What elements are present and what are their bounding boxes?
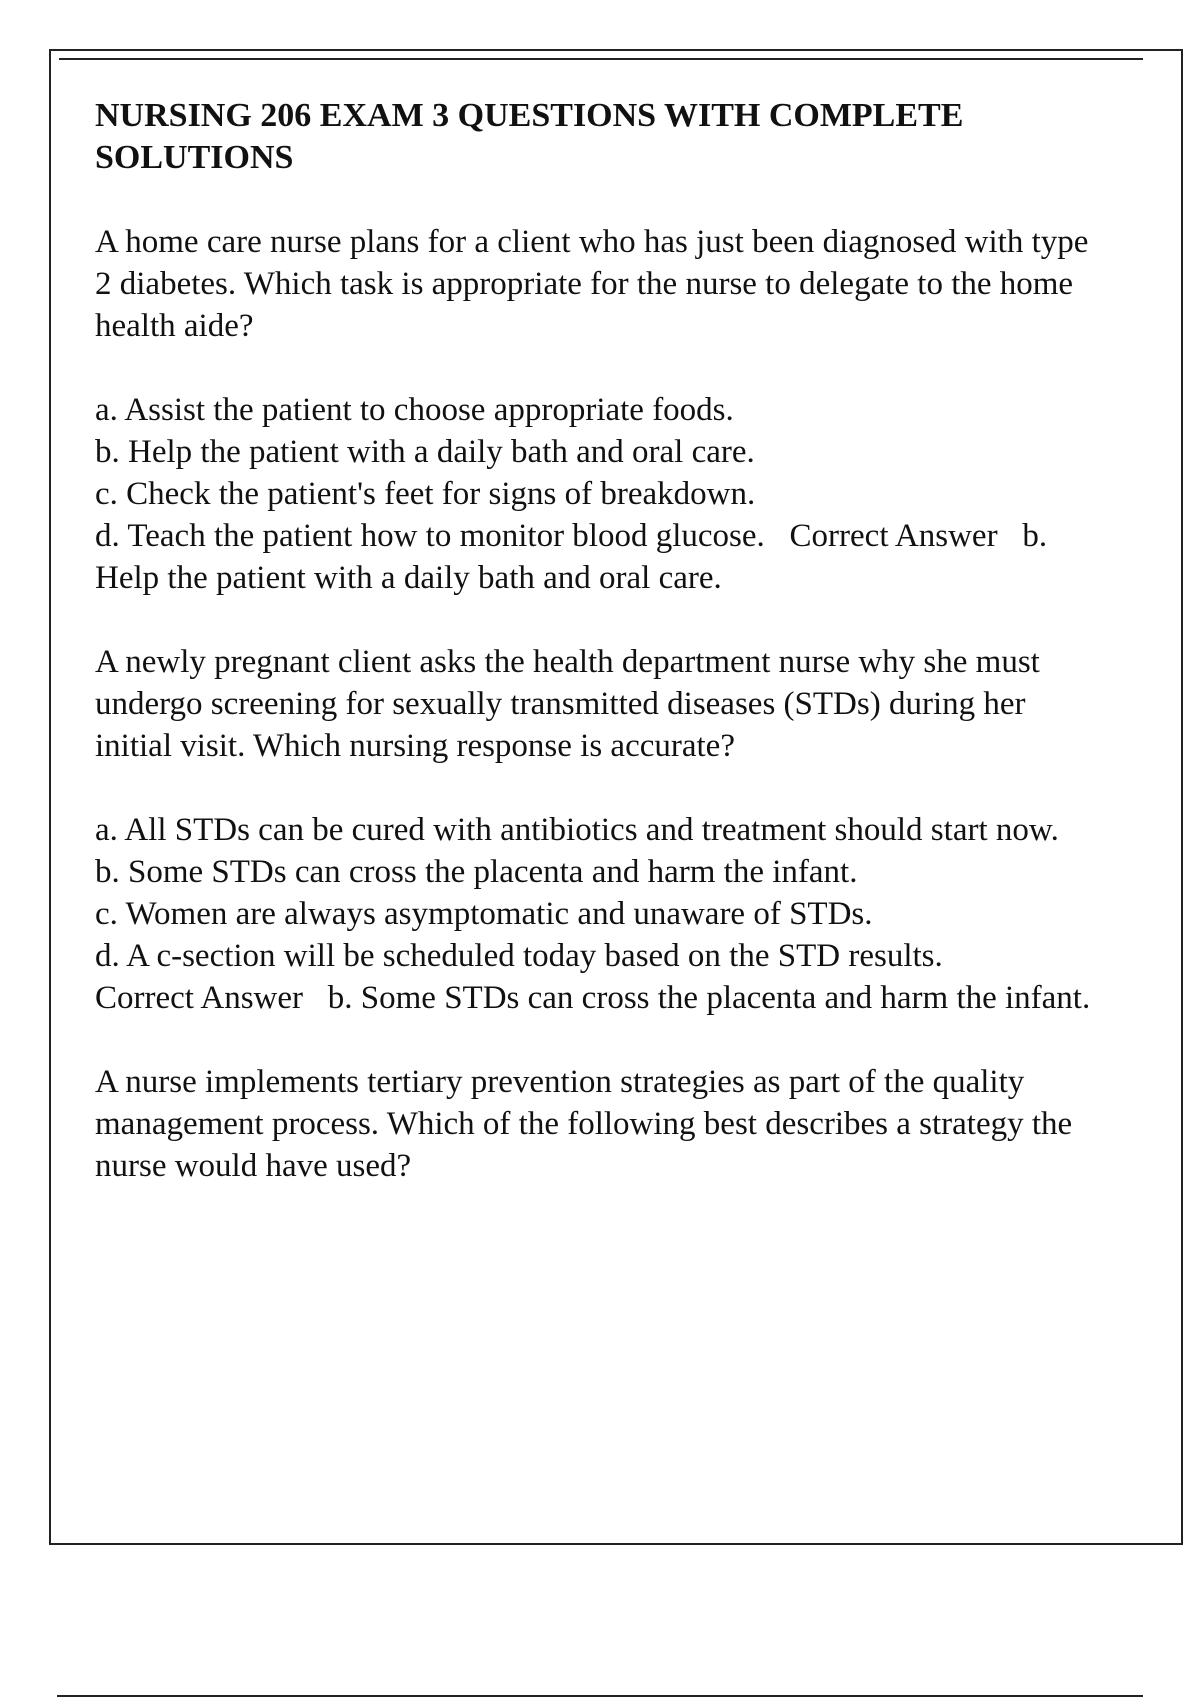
question-2-option-a: a. All STDs can be cured with antibiotics and treatment should start now. (95, 812, 1059, 848)
question-1-option-b: b. Help the patient with a daily bath and oral care. (95, 434, 755, 470)
question-1-options (95, 389, 1095, 599)
bottom-rule (57, 1695, 1143, 1697)
question-2-answer: b. Some STDs can cross the placenta and harm the infant. (327, 980, 1091, 1016)
question-1-prompt: A home care nurse plans for a client who has just been diagnosed with type 2 diabetes. Which task is appropriate for the nurse to delegate to the home health aide? (95, 224, 1089, 344)
question-1-answer-label: Correct Answer (789, 518, 998, 554)
question-1-option-c: c. Check the patient's feet for signs of breakdown. (95, 476, 756, 512)
question-3-prompt: A nurse implements tertiary prevention strategies as part of the quality management process. Which of the following best describes a strategy the nurse would have used? (95, 1064, 1073, 1184)
question-1-option-d: d. Teach the patient how to monitor blood glucose. (95, 518, 765, 554)
question-2-option-b: b. Some STDs can cross the placenta and harm the infant. (95, 854, 858, 890)
question-2-prompt: A newly pregnant client asks the health department nurse why she must undergo screening for sexually transmitted diseases (STDs) during her initial visit. Which nursing response is accurate? (95, 644, 1040, 764)
question-2-option-d: d. A c-section will be scheduled today based on the STD results. (95, 938, 943, 974)
question-2-options (95, 809, 1095, 1019)
question-1-answer: b. Help the patient with a daily bath and oral care. (95, 518, 1048, 596)
top-rule (59, 58, 1143, 60)
question-2-option-c: c. Women are always asymptomatic and unaware of STDs. (95, 896, 873, 932)
question-1-option-a: a. Assist the patient to choose appropriate foods. (95, 392, 734, 428)
document-body (95, 95, 1095, 1229)
document-title: NURSING 206 EXAM 3 QUESTIONS WITH COMPLETE SOLUTIONS (95, 97, 964, 176)
question-2-answer-label: Correct Answer (95, 980, 304, 1016)
